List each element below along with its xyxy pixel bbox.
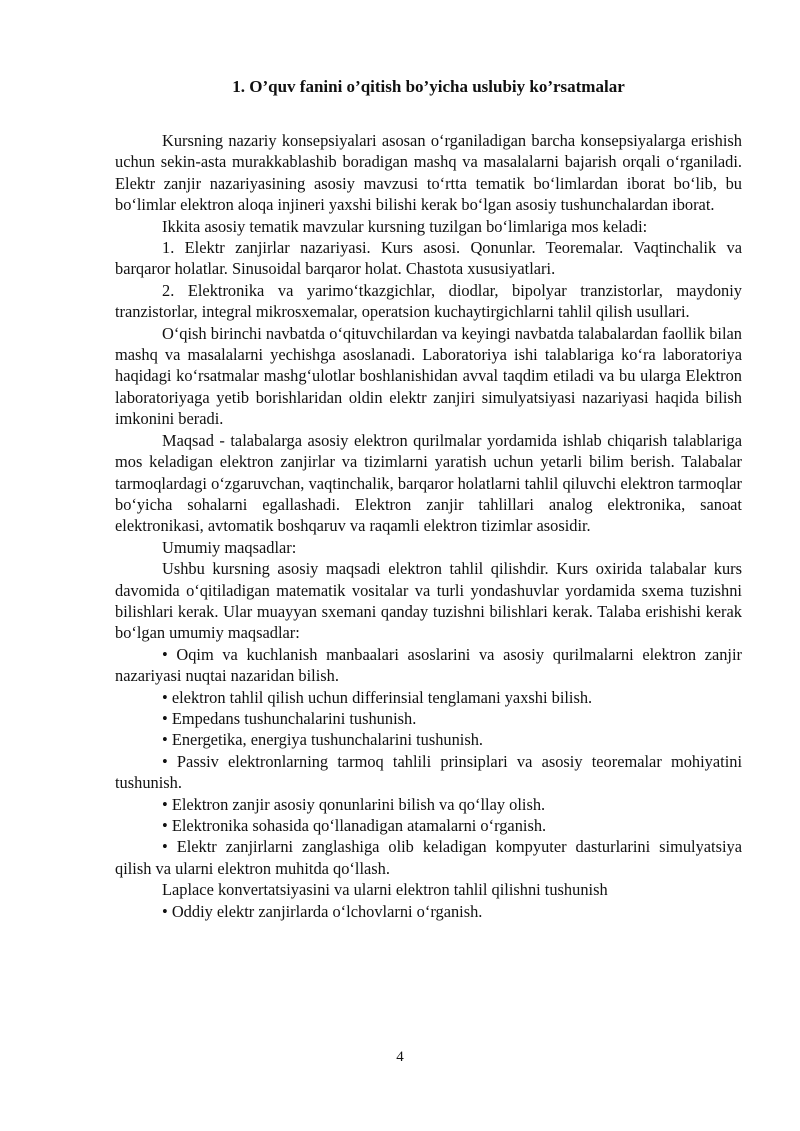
paragraph-intro: Kursning nazariy konsepsiyalari asosan o‘rganiladigan barcha konsepsiyalarga erishish uchun sekin-asta murakkablashib boradigan mashq va masalalarni bajarish orqali o‘rganiladi. Elektr zanjir nazariyasining asosiy mavzusi to‘rtta tematik bo‘limlardan iborat bo‘lib, bu bo‘limlar elektron aloqa injineri yaxshi bilishi kerak bo‘lgan asosiy tushunchalardan iborat. [115, 131, 742, 215]
list-item: • Passiv elektronlarning tarmoq tahlili prinsiplari va asosiy teoremalar mohiyatini tushunish. [115, 751, 742, 793]
paragraph-topics-intro: Ikkita asosiy tematik mavzular kursning tuzilgan bo‘limlariga mos keladi: [162, 216, 648, 236]
list-item: • elektron tahlil qilish uchun differinsial tenglamani yaxshi bilish. [162, 687, 593, 707]
list-item: • Elektron zanjir asosiy qonunlarini bilish va qo‘llay olish. [162, 794, 546, 814]
paragraph-topic-1: 1. Elektr zanjirlar nazariyasi. Kurs asosi. Qonunlar. Teoremalar. Vaqtinchalik va barqaror holatlar. Sinusoidal barqaror holat. Chastota xususiyatlari. [115, 238, 742, 279]
list-item: • Energetika, energiya tushunchalarini tushunish. [162, 730, 484, 750]
paragraph-study: O‘qish birinchi navbatda o‘qituvchilardan va keyingi navbatda talabalardan faollik bilan mashq va masalalarni yechishga asoslanadi. Laboratoriya ishi talablariga ko‘ra laboratoriya haqidagi ko‘rsatmalar mashg‘ulotlar boshlanishidan avval taqdim etiladi va bu ularga Elektron laboratoriyaga yetib borishlaridan oldin elektr zanjiri simulyatsiyasi nazariyasi haqida bilish imkonini beradi. [115, 323, 742, 429]
paragraph-general-goals-heading: Umumiy maqsadlar: [162, 537, 297, 557]
list-item: • Oqim va kuchlanish manbaalari asoslarini va asosiy qurilmalarni elektron zanjir nazariyasi nuqtai nazaridan bilish. [115, 644, 742, 686]
page-title: 1. O’quv fanini o’qitish bo’yicha uslubiy ko’rsatmalar [232, 77, 625, 96]
list-item: • Elektr zanjirlarni zanglashiga olib keladigan kompyuter dasturlarini simulyatsiya qilish va ularni elektron muhitda qo‘llash. [115, 837, 742, 878]
paragraph-course-aim: Ushbu kursning asosiy maqsadi elektron tahlil qilishdir. Kurs oxirida talabalar kurs davomida o‘qitiladigan matematik vositalar va turli yondashuvlar yordamida sxema tuzishni bilishlari kerak. Ular muayyan sxemani qanday tuzishni bilishlari kerak. Talaba erishishi kerak bo‘lgan umumiy maqsadlar: [115, 559, 742, 643]
paragraph-goal: Maqsad - talabalarga asosiy elektron qurilmalar yordamida ishlab chiqarish talablariga mos keladigan elektron zanjirlar va tizimlarni yaratish uchun yetarli bilim berish. Talabalar tarmoqlardagi o‘zgaruvchan, vaqtinchalik, barqaror holatlarni tahlil qiluvchi elektron tarmoqlar bo‘yicha sohalarni egallashadi. Elektron zanjir tahlillari analog elektronika, sanoat elektronikasi, avtomatik boshqaruv va raqamli elektron tizimlar asosidir. [115, 430, 742, 536]
page-number: 4 [396, 1049, 404, 1065]
list-item: • Oddiy elektr zanjirlarda o‘lchovlarni o‘rganish. [162, 901, 483, 921]
list-item: • Elektronika sohasida qo‘llanadigan atamalarni o‘rganish. [162, 816, 547, 835]
paragraph-laplace: Laplace konvertatsiyasini va ularni elektron tahlil qilishni tushunish [162, 880, 608, 900]
document-page [115, 76, 742, 922]
paragraph-topic-2: 2. Elektronika va yarimo‘tkazgichlar, diodlar, bipolyar tranzistorlar, maydoniy tranzistorlar, integral mikrosxemalar, operatsion kuchaytirgichlarni tahlil qilish usullari. [115, 280, 742, 322]
list-item: • Empedans tushunchalarini tushunish. [162, 708, 417, 728]
